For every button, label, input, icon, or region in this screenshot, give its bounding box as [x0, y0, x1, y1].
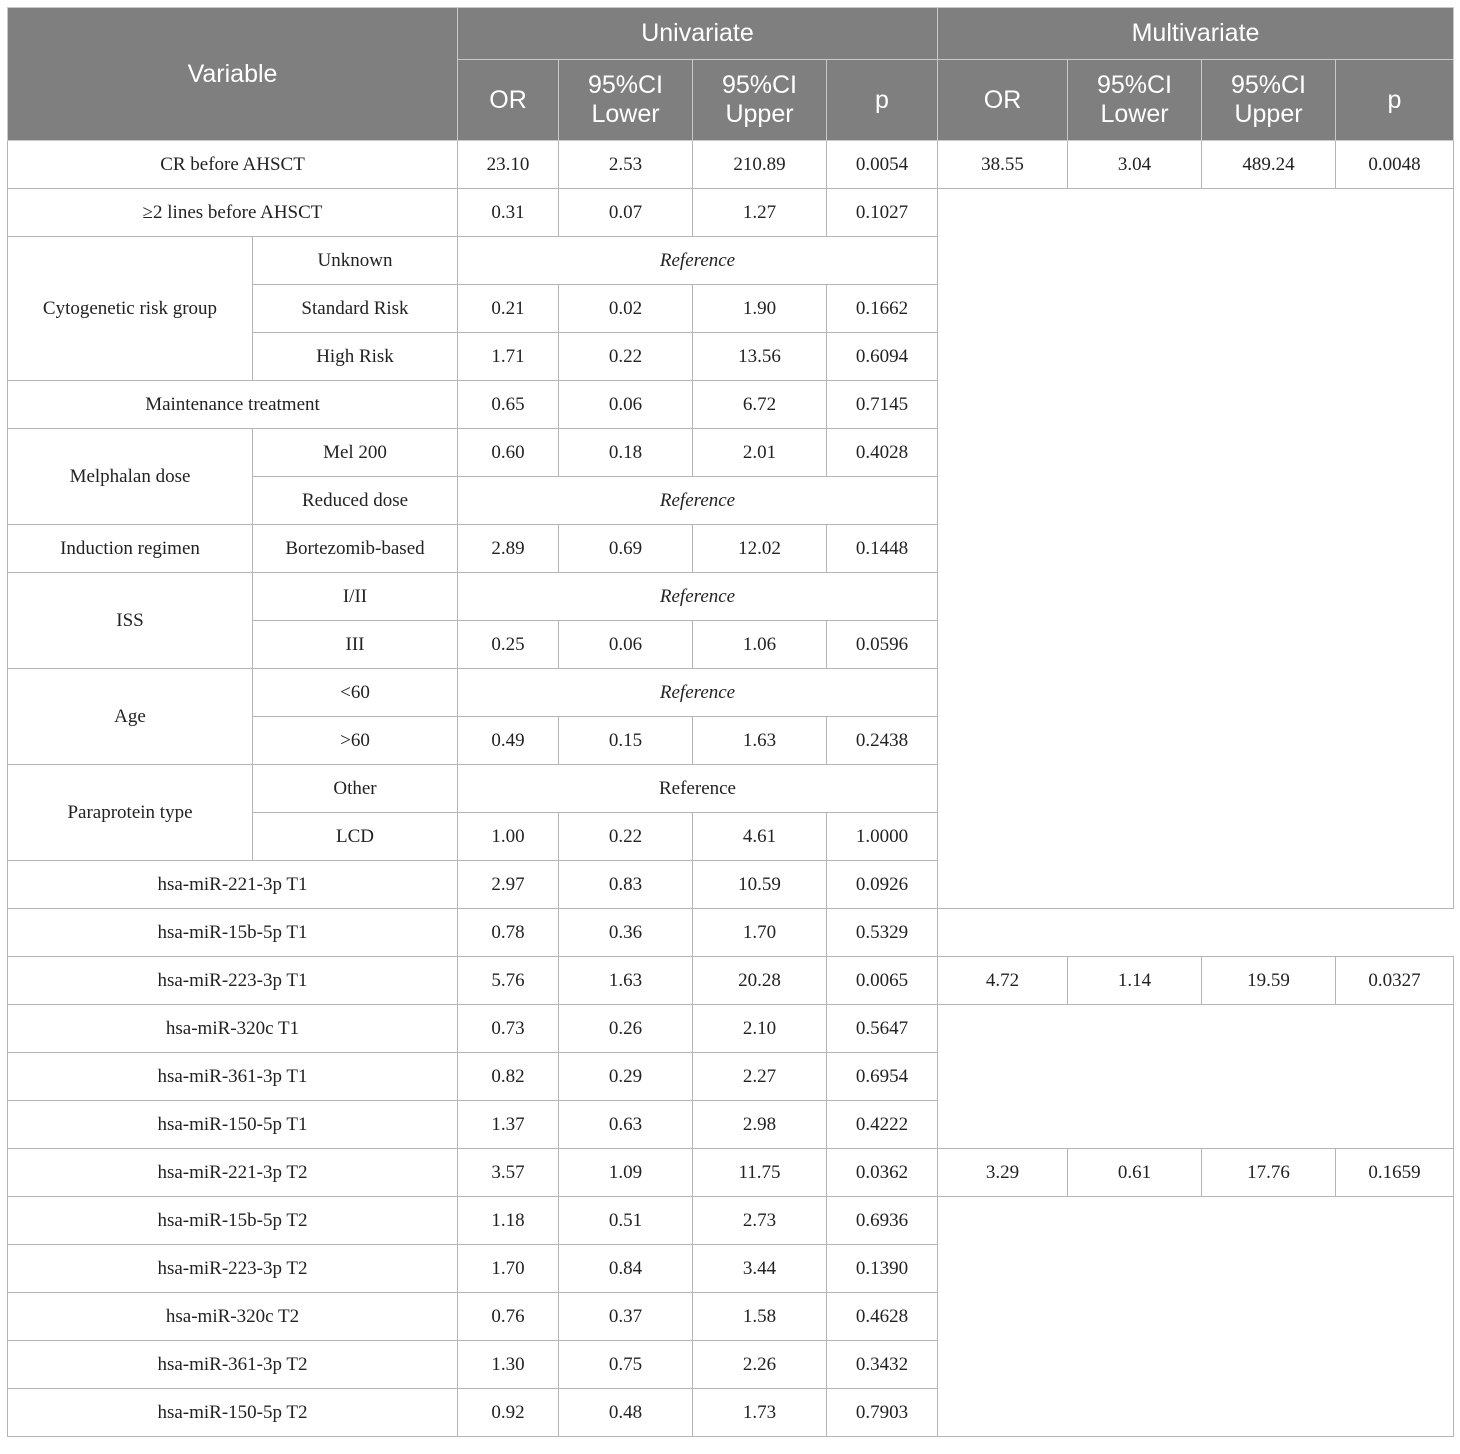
uni-ci-upper: 210.89 — [693, 141, 827, 189]
uni-or: 0.21 — [458, 285, 559, 333]
sub-label: <60 — [253, 669, 458, 717]
row-label: hsa-miR-150-5p T2 — [8, 1389, 458, 1437]
uni-ci-upper: 4.61 — [693, 813, 827, 861]
uni-or: 2.89 — [458, 525, 559, 573]
uni-or: 0.92 — [458, 1389, 559, 1437]
reference-cell: Reference — [458, 669, 938, 717]
uni-p: 0.4028 — [827, 429, 938, 477]
table-row — [8, 1149, 1454, 1197]
uni-ci-lower: 0.02 — [559, 285, 693, 333]
sub-label: High Risk — [253, 333, 458, 381]
uni-ci-lower: 0.18 — [559, 429, 693, 477]
uni-or: 1.30 — [458, 1341, 559, 1389]
uni-or: 2.97 — [458, 861, 559, 909]
uni-or: 23.10 — [458, 141, 559, 189]
uni-p: 0.0926 — [827, 861, 938, 909]
sub-label: Standard Risk — [253, 285, 458, 333]
uni-ci-lower: 0.37 — [559, 1293, 693, 1341]
uni-ci-upper: 1.90 — [693, 285, 827, 333]
uni-ci-lower: 0.51 — [559, 1197, 693, 1245]
uni-p: 0.1027 — [827, 189, 938, 237]
uni-ci-upper: 1.63 — [693, 717, 827, 765]
uni-ci-lower: 0.48 — [559, 1389, 693, 1437]
uni-ci-lower: 0.22 — [559, 813, 693, 861]
uni-ci-upper: 2.01 — [693, 429, 827, 477]
table-row — [8, 1197, 1454, 1245]
multi-ci-lower: 0.61 — [1068, 1149, 1202, 1197]
uni-p: 0.3432 — [827, 1341, 938, 1389]
sub-label: I/II — [253, 573, 458, 621]
uni-ci-lower: 1.09 — [559, 1149, 693, 1197]
row-label: hsa-miR-320c T2 — [8, 1293, 458, 1341]
header-multi-or: OR — [938, 60, 1068, 141]
sub-label: Bortezomib-based — [253, 525, 458, 573]
header-uni-or: OR — [458, 60, 559, 141]
reference-cell: Reference — [458, 477, 938, 525]
uni-ci-lower: 0.84 — [559, 1245, 693, 1293]
uni-or: 0.25 — [458, 621, 559, 669]
reference-cell: Reference — [458, 237, 938, 285]
multivariate-empty-block — [938, 1197, 1454, 1437]
group-label: Melphalan dose — [8, 429, 253, 525]
uni-p: 0.5647 — [827, 1005, 938, 1053]
uni-ci-upper: 1.58 — [693, 1293, 827, 1341]
uni-ci-lower: 0.15 — [559, 717, 693, 765]
uni-ci-lower: 0.69 — [559, 525, 693, 573]
reference-cell: Reference — [458, 765, 938, 813]
uni-ci-upper: 10.59 — [693, 861, 827, 909]
uni-ci-lower: 0.22 — [559, 333, 693, 381]
group-label: ISS — [8, 573, 253, 669]
uni-or: 0.60 — [458, 429, 559, 477]
uni-or: 3.57 — [458, 1149, 559, 1197]
row-label: CR before AHSCT — [8, 141, 458, 189]
uni-p: 0.0362 — [827, 1149, 938, 1197]
uni-p: 0.4222 — [827, 1101, 938, 1149]
uni-ci-upper: 1.06 — [693, 621, 827, 669]
group-label: Age — [8, 669, 253, 765]
sub-label: >60 — [253, 717, 458, 765]
uni-ci-upper: 11.75 — [693, 1149, 827, 1197]
table-row — [8, 141, 1454, 189]
multi-p: 0.0327 — [1336, 957, 1454, 1005]
uni-ci-lower: 2.53 — [559, 141, 693, 189]
sub-label: III — [253, 621, 458, 669]
uni-p: 0.6936 — [827, 1197, 938, 1245]
sub-label: Other — [253, 765, 458, 813]
multi-p: 0.1659 — [1336, 1149, 1454, 1197]
uni-ci-upper: 2.10 — [693, 1005, 827, 1053]
uni-ci-upper: 13.56 — [693, 333, 827, 381]
uni-ci-lower: 0.75 — [559, 1341, 693, 1389]
regression-table — [7, 7, 1454, 1437]
multivariate-empty-block — [938, 189, 1454, 909]
uni-or: 0.31 — [458, 189, 559, 237]
row-label: hsa-miR-150-5p T1 — [8, 1101, 458, 1149]
uni-ci-upper: 3.44 — [693, 1245, 827, 1293]
uni-ci-lower: 0.36 — [559, 909, 693, 957]
uni-ci-upper: 12.02 — [693, 525, 827, 573]
row-label: ≥2 lines before AHSCT — [8, 189, 458, 237]
uni-ci-upper: 6.72 — [693, 381, 827, 429]
uni-p: 0.1390 — [827, 1245, 938, 1293]
uni-p: 0.7903 — [827, 1389, 938, 1437]
header-uni-p: p — [827, 60, 938, 141]
table-row — [8, 909, 1454, 957]
sub-label: LCD — [253, 813, 458, 861]
uni-ci-upper: 20.28 — [693, 957, 827, 1005]
uni-or: 1.70 — [458, 1245, 559, 1293]
row-label: hsa-miR-361-3p T2 — [8, 1341, 458, 1389]
uni-p: 1.0000 — [827, 813, 938, 861]
header-variable: Variable — [8, 8, 458, 141]
uni-or: 1.18 — [458, 1197, 559, 1245]
uni-p: 0.1662 — [827, 285, 938, 333]
multi-ci-upper: 17.76 — [1202, 1149, 1336, 1197]
uni-ci-upper: 2.27 — [693, 1053, 827, 1101]
uni-or: 0.65 — [458, 381, 559, 429]
header-univariate: Univariate — [458, 8, 938, 60]
multi-ci-lower: 1.14 — [1068, 957, 1202, 1005]
row-label: hsa-miR-221-3p T2 — [8, 1149, 458, 1197]
uni-ci-lower: 1.63 — [559, 957, 693, 1005]
uni-ci-lower: 0.26 — [559, 1005, 693, 1053]
multi-p: 0.0048 — [1336, 141, 1454, 189]
group-label: Paraprotein type — [8, 765, 253, 861]
reference-cell: Reference — [458, 573, 938, 621]
uni-p: 0.0054 — [827, 141, 938, 189]
uni-or: 1.71 — [458, 333, 559, 381]
uni-ci-lower: 0.63 — [559, 1101, 693, 1149]
multi-ci-upper: 19.59 — [1202, 957, 1336, 1005]
sub-label: Reduced dose — [253, 477, 458, 525]
multivariate-empty-block — [938, 1005, 1454, 1149]
uni-ci-lower: 0.83 — [559, 861, 693, 909]
uni-or: 1.37 — [458, 1101, 559, 1149]
uni-ci-lower: 0.07 — [559, 189, 693, 237]
sub-label: Mel 200 — [253, 429, 458, 477]
header-multi-ci-upper: 95%CI Upper — [1202, 60, 1336, 141]
multi-ci-upper: 489.24 — [1202, 141, 1336, 189]
uni-or: 0.82 — [458, 1053, 559, 1101]
uni-ci-upper: 2.98 — [693, 1101, 827, 1149]
uni-p: 0.5329 — [827, 909, 938, 957]
uni-ci-upper: 1.27 — [693, 189, 827, 237]
multi-or: 4.72 — [938, 957, 1068, 1005]
row-label: hsa-miR-15b-5p T1 — [8, 909, 458, 957]
row-label: hsa-miR-221-3p T1 — [8, 861, 458, 909]
uni-ci-lower: 0.06 — [559, 381, 693, 429]
uni-or: 0.78 — [458, 909, 559, 957]
multi-or: 38.55 — [938, 141, 1068, 189]
uni-ci-upper: 2.26 — [693, 1341, 827, 1389]
uni-p: 0.6954 — [827, 1053, 938, 1101]
row-label: hsa-miR-320c T1 — [8, 1005, 458, 1053]
uni-or: 0.73 — [458, 1005, 559, 1053]
uni-p: 0.1448 — [827, 525, 938, 573]
row-label: hsa-miR-15b-5p T2 — [8, 1197, 458, 1245]
uni-p: 0.7145 — [827, 381, 938, 429]
uni-p: 0.0065 — [827, 957, 938, 1005]
uni-ci-upper: 2.73 — [693, 1197, 827, 1245]
group-label: Cytogenetic risk group — [8, 237, 253, 381]
table-row — [8, 1005, 1454, 1053]
uni-or: 5.76 — [458, 957, 559, 1005]
row-label: hsa-miR-223-3p T1 — [8, 957, 458, 1005]
uni-ci-lower: 0.29 — [559, 1053, 693, 1101]
group-label: Induction regimen — [8, 525, 253, 573]
uni-ci-upper: 1.73 — [693, 1389, 827, 1437]
uni-or: 0.49 — [458, 717, 559, 765]
uni-or: 0.76 — [458, 1293, 559, 1341]
multi-or: 3.29 — [938, 1149, 1068, 1197]
header-multi-ci-lower: 95%CI Lower — [1068, 60, 1202, 141]
row-label: hsa-miR-361-3p T1 — [8, 1053, 458, 1101]
sub-label: Unknown — [253, 237, 458, 285]
uni-p: 0.4628 — [827, 1293, 938, 1341]
header-uni-ci-lower: 95%CI Lower — [559, 60, 693, 141]
header-multivariate: Multivariate — [938, 8, 1454, 60]
header-multi-p: p — [1336, 60, 1454, 141]
uni-p: 0.2438 — [827, 717, 938, 765]
uni-or: 1.00 — [458, 813, 559, 861]
header-uni-ci-upper: 95%CI Upper — [693, 60, 827, 141]
table-row — [8, 957, 1454, 1005]
uni-p: 0.0596 — [827, 621, 938, 669]
row-label: Maintenance treatment — [8, 381, 458, 429]
uni-ci-upper: 1.70 — [693, 909, 827, 957]
table-row — [8, 189, 1454, 237]
uni-p: 0.6094 — [827, 333, 938, 381]
multi-ci-lower: 3.04 — [1068, 141, 1202, 189]
row-label: hsa-miR-223-3p T2 — [8, 1245, 458, 1293]
uni-ci-lower: 0.06 — [559, 621, 693, 669]
